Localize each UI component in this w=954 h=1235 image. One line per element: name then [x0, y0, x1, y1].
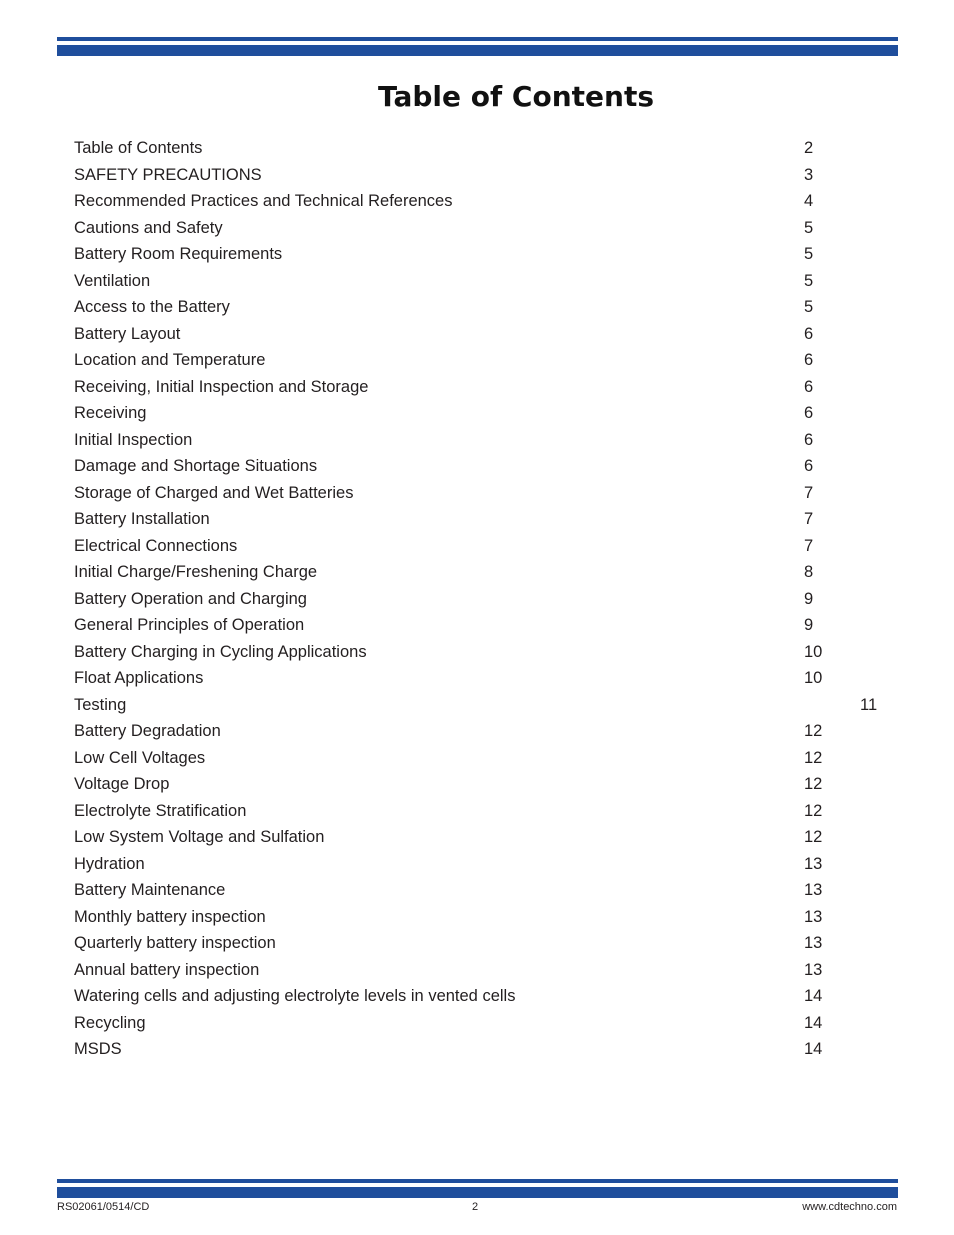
- footer-rule-thin: [57, 1179, 898, 1183]
- toc-entry-page: 14: [804, 1040, 823, 1058]
- toc-entry-label: Location and Temperature: [74, 351, 266, 369]
- toc-entry-page: 6: [804, 404, 814, 422]
- toc-entry[interactable]: [74, 375, 898, 402]
- toc-entry-page: 6: [804, 430, 814, 449]
- toc-entry-page: 12: [804, 801, 823, 820]
- footer-page-number: 2: [472, 1201, 479, 1213]
- toc-entry-label: Initial Inspection: [74, 430, 193, 449]
- toc-entry[interactable]: [74, 507, 898, 534]
- toc-entry[interactable]: [74, 136, 898, 163]
- toc-entry-page: 5: [804, 298, 814, 316]
- toc-entry-label: Receiving, Initial Inspection and Storage: [74, 377, 369, 396]
- toc-entry-label: Ventilation: [74, 271, 151, 290]
- toc-entry-label: Damage and Shortage Situations: [74, 457, 318, 475]
- toc-entry-label: Hydration: [74, 854, 145, 873]
- toc-entry[interactable]: [74, 348, 898, 375]
- toc-entry-label: Watering cells and adjusting electrolyte levels in vented cells: [74, 987, 516, 1005]
- toc-entry-page: 13: [804, 907, 823, 926]
- toc-entry[interactable]: [74, 799, 898, 826]
- toc-entry-label: Monthly battery inspection: [74, 907, 266, 926]
- toc-entry[interactable]: [74, 984, 898, 1011]
- toc-entry-page: 10: [804, 669, 823, 687]
- page-title: Table of Contents: [377, 80, 654, 113]
- toc-entry-label: Access to the Battery: [74, 298, 230, 316]
- toc-entry[interactable]: [74, 587, 898, 614]
- toc-entry-page: 5: [804, 218, 814, 237]
- toc-entry-label: Testing: [74, 695, 127, 714]
- toc-entry-label: SAFETY PRECAUTIONS: [74, 165, 262, 184]
- toc-entry-page: 6: [804, 377, 814, 396]
- toc-entry[interactable]: [74, 189, 898, 216]
- toc-entry[interactable]: [74, 295, 898, 322]
- toc-entry-label: Cautions and Safety: [74, 218, 223, 237]
- toc-entry[interactable]: [74, 534, 898, 561]
- toc-entry[interactable]: [74, 322, 898, 349]
- toc-entry-page: 7: [804, 536, 814, 555]
- header-rule-thin: [57, 37, 898, 41]
- footer-rule-thick: [57, 1187, 898, 1198]
- toc-entry-page: 5: [804, 245, 814, 263]
- header-rule-thick: [57, 45, 898, 56]
- toc-entry-page: 10: [804, 642, 823, 661]
- toc-entry-page: 3: [804, 165, 814, 184]
- toc-entry-page: 12: [804, 775, 823, 793]
- toc-entry-label: MSDS: [74, 1040, 122, 1058]
- toc-entry-page: 8: [804, 563, 814, 581]
- toc-entry-label: Battery Installation: [74, 510, 210, 528]
- toc-entry-page: 11: [860, 695, 878, 714]
- toc-entry[interactable]: [74, 1011, 898, 1038]
- toc-entry-page: 12: [804, 748, 823, 767]
- toc-entry[interactable]: [74, 163, 898, 190]
- toc-entry-label: Battery Room Requirements: [74, 245, 283, 263]
- toc-entry-page: 7: [804, 483, 814, 502]
- toc-entry[interactable]: [74, 878, 898, 905]
- toc-entry[interactable]: [74, 269, 898, 296]
- toc-entry[interactable]: [74, 693, 898, 720]
- toc-entry-label: Recycling: [74, 1013, 146, 1032]
- toc-entry[interactable]: [74, 719, 898, 746]
- toc-entry[interactable]: [74, 1037, 898, 1064]
- toc-entry-page: 2: [804, 139, 814, 157]
- toc-entry-page: 13: [804, 854, 823, 873]
- toc-entry[interactable]: [74, 772, 898, 799]
- toc-entry-label: Electrolyte Stratification: [74, 801, 247, 820]
- footer-website: www.cdtechno.com: [802, 1201, 897, 1213]
- footer-doc-code: RS02061/0514/CD: [57, 1201, 150, 1213]
- toc-entry-label: Table of Contents: [74, 139, 203, 157]
- toc-entry-page: 13: [804, 881, 823, 899]
- toc-entry-page: 12: [804, 828, 823, 846]
- toc-entry-page: 5: [804, 271, 814, 290]
- toc-entry-label: Battery Operation and Charging: [74, 589, 307, 608]
- toc-entry[interactable]: [74, 852, 898, 879]
- toc-entry-label: Low Cell Voltages: [74, 748, 206, 767]
- toc-entry[interactable]: [74, 825, 898, 852]
- toc-entry[interactable]: [74, 905, 898, 932]
- toc-entry[interactable]: [74, 454, 898, 481]
- toc-entry-label: Low System Voltage and Sulfation: [74, 828, 325, 846]
- toc-entry-page: 14: [804, 987, 823, 1005]
- toc-entry-page: 13: [804, 934, 823, 952]
- toc-entry[interactable]: [74, 666, 898, 693]
- toc-entry-page: 6: [804, 324, 814, 343]
- toc-entry[interactable]: [74, 640, 898, 667]
- toc-entry-page: 6: [804, 351, 814, 369]
- toc-entry-page: 9: [804, 616, 814, 634]
- toc-entry[interactable]: [74, 746, 898, 773]
- toc-entry-label: Battery Layout: [74, 324, 181, 343]
- toc-entry[interactable]: [74, 216, 898, 243]
- toc-entry[interactable]: [74, 242, 898, 269]
- toc-entry[interactable]: [74, 560, 898, 587]
- toc-entry-label: Initial Charge/Freshening Charge: [74, 563, 318, 581]
- toc-entry-label: Float Applications: [74, 669, 204, 687]
- toc-entry-label: Quarterly battery inspection: [74, 934, 276, 952]
- toc-entry-label: Storage of Charged and Wet Batteries: [74, 483, 354, 502]
- toc-entry-page: 4: [804, 192, 814, 210]
- toc-entry-label: Battery Charging in Cycling Applications: [74, 642, 367, 661]
- toc-entry-label: Battery Degradation: [74, 722, 221, 740]
- toc-entry[interactable]: [74, 613, 898, 640]
- toc-entry-label: Annual battery inspection: [74, 960, 260, 979]
- toc-entry-page: 7: [804, 510, 814, 528]
- toc-entry[interactable]: [74, 958, 898, 985]
- toc-entry-label: Electrical Connections: [74, 536, 238, 555]
- toc-entry-label: Battery Maintenance: [74, 881, 226, 899]
- toc-entry-page: 9: [804, 589, 814, 608]
- toc-entry[interactable]: [74, 428, 898, 455]
- toc-entry-label: Voltage Drop: [74, 775, 170, 793]
- toc-entry[interactable]: [74, 401, 898, 428]
- toc-entry-page: 14: [804, 1013, 823, 1032]
- toc-entry-page: 12: [804, 722, 823, 740]
- toc-entry-label: Recommended Practices and Technical References: [74, 192, 453, 210]
- toc-entry-page: 13: [804, 960, 823, 979]
- toc-entry[interactable]: [74, 481, 898, 508]
- table-of-contents: [74, 136, 898, 1064]
- toc-entry-page: 6: [804, 457, 814, 475]
- toc-entry-label: General Principles of Operation: [74, 616, 305, 634]
- toc-entry-label: Receiving: [74, 404, 147, 422]
- toc-entry[interactable]: [74, 931, 898, 958]
